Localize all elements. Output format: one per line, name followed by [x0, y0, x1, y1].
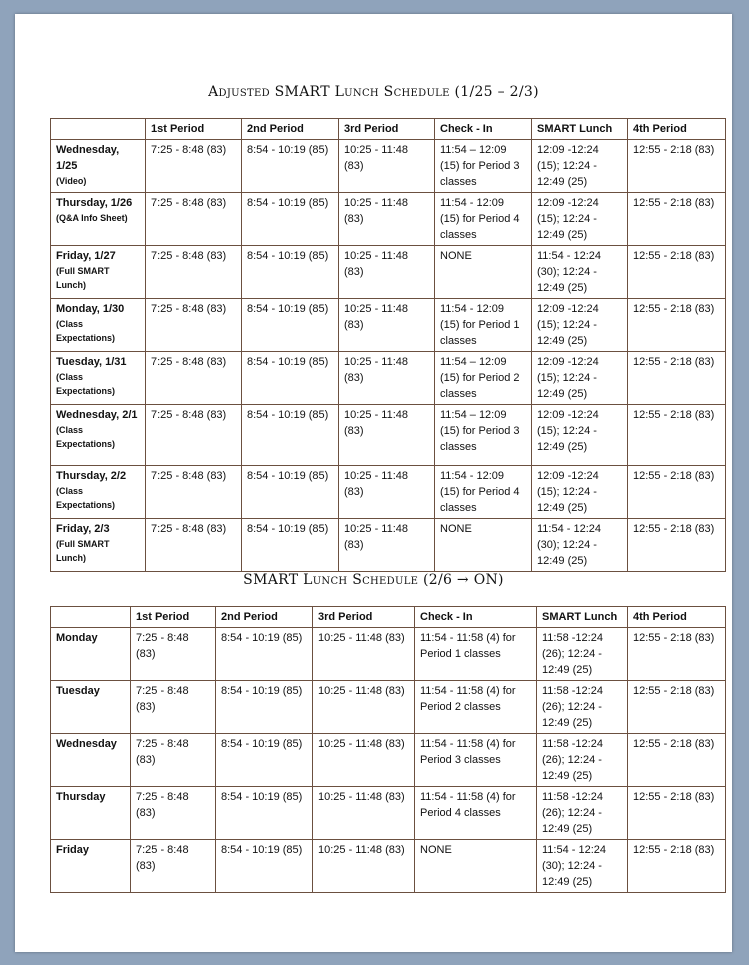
smart-lunch-cell: 12:09 -12:24 (15); 12:24 - 12:49 (25) [532, 140, 628, 193]
header-cell: SMART Lunch [537, 607, 628, 628]
period1-cell: 7:25 - 8:48 (83) [146, 466, 242, 519]
day-cell [51, 734, 131, 787]
day-label: Tuesday [56, 685, 100, 697]
header-row [51, 119, 726, 140]
header-cell: 3rd Period [339, 119, 435, 140]
period4-cell: 12:55 - 2:18 (83) [628, 840, 726, 893]
period4-cell: 12:55 - 2:18 (83) [628, 140, 726, 193]
table-row [51, 193, 726, 246]
checkin-cell: 11:54 – 12:09 (15) for Period 2 classes [435, 352, 532, 405]
period3-cell: 10:25 - 11:48 (83) [339, 299, 435, 352]
day-note: (Class Expectations) [56, 319, 116, 343]
header-cell: 2nd Period [216, 607, 313, 628]
header-cell: 1st Period [131, 607, 216, 628]
period2-cell: 8:54 - 10:19 (85) [216, 628, 313, 681]
checkin-cell: 11:54 - 12:09 (15) for Period 1 classes [435, 299, 532, 352]
checkin-cell: 11:54 – 12:09 (15) for Period 3 classes [435, 140, 532, 193]
smart-lunch-cell: 12:09 -12:24 (15); 12:24 - 12:49 (25) [532, 466, 628, 519]
checkin-cell: 11:54 – 12:09 (15) for Period 3 classes [435, 405, 532, 466]
period2-cell: 8:54 - 10:19 (85) [216, 787, 313, 840]
day-label: Monday, 1/30 [56, 303, 125, 315]
period1-cell: 7:25 - 8:48 (83) [146, 405, 242, 466]
day-cell [51, 405, 146, 466]
period3-cell: 10:25 - 11:48 (83) [313, 787, 415, 840]
day-note: (Class Expectations) [56, 372, 116, 396]
day-label: Wednesday [56, 738, 117, 750]
day-cell [51, 193, 146, 246]
header-cell: SMART Lunch [532, 119, 628, 140]
period1-cell: 7:25 - 8:48 (83) [146, 140, 242, 193]
period2-cell: 8:54 - 10:19 (85) [242, 299, 339, 352]
period1-cell: 7:25 - 8:48 (83) [146, 193, 242, 246]
period4-cell: 12:55 - 2:18 (83) [628, 628, 726, 681]
day-label: Monday [56, 632, 98, 644]
header-cell: 4th Period [628, 607, 726, 628]
smart-lunch-cell: 11:54 - 12:24 (30); 12:24 - 12:49 (25) [532, 246, 628, 299]
checkin-cell: 11:54 - 11:58 (4) for Period 3 classes [415, 734, 537, 787]
period2-cell: 8:54 - 10:19 (85) [242, 140, 339, 193]
checkin-cell: 11:54 - 12:09 (15) for Period 4 classes [435, 466, 532, 519]
smart-lunch-cell: 12:09 -12:24 (15); 12:24 - 12:49 (25) [532, 299, 628, 352]
period1-cell: 7:25 - 8:48 (83) [131, 734, 216, 787]
header-cell: Check - In [415, 607, 537, 628]
day-note: (Full SMART Lunch) [56, 539, 110, 563]
day-note: (Q&A Info Sheet) [56, 213, 128, 223]
day-label: Thursday [56, 791, 106, 803]
period2-cell: 8:54 - 10:19 (85) [242, 246, 339, 299]
table-row [51, 140, 726, 193]
smart-lunch-cell: 11:58 -12:24 (26); 12:24 - 12:49 (25) [537, 628, 628, 681]
period1-cell: 7:25 - 8:48 (83) [146, 246, 242, 299]
day-cell [51, 352, 146, 405]
period1-cell: 7:25 - 8:48 (83) [131, 681, 216, 734]
checkin-cell: 11:54 - 12:09 (15) for Period 4 classes [435, 193, 532, 246]
day-cell [51, 681, 131, 734]
period3-cell: 10:25 - 11:48 (83) [313, 628, 415, 681]
period4-cell: 12:55 - 2:18 (83) [628, 681, 726, 734]
header-cell: 1st Period [146, 119, 242, 140]
day-note: (Full SMART Lunch) [56, 266, 110, 290]
table-row [51, 787, 726, 840]
smart-lunch-cell: 11:54 - 12:24 (30); 12:24 - 12:49 (25) [532, 519, 628, 572]
period4-cell: 12:55 - 2:18 (83) [628, 519, 726, 572]
header-cell: 3rd Period [313, 607, 415, 628]
period4-cell: 12:55 - 2:18 (83) [628, 734, 726, 787]
day-cell [51, 519, 146, 572]
smart-lunch-cell: 12:09 -12:24 (15); 12:24 - 12:49 (25) [532, 352, 628, 405]
period4-cell: 12:55 - 2:18 (83) [628, 193, 726, 246]
day-cell [51, 246, 146, 299]
table-row [51, 405, 726, 466]
day-label: Friday, 2/3 [56, 523, 110, 535]
period4-cell: 12:55 - 2:18 (83) [628, 352, 726, 405]
day-cell [51, 466, 146, 519]
day-label: Friday [56, 844, 90, 856]
adjusted-schedule-table [50, 118, 726, 572]
period2-cell: 8:54 - 10:19 (85) [216, 840, 313, 893]
header-cell: Check - In [435, 119, 532, 140]
period2-cell: 8:54 - 10:19 (85) [242, 466, 339, 519]
table-row [51, 466, 726, 519]
table-row [51, 734, 726, 787]
day-label: Wednesday, 1/25 [56, 144, 120, 172]
regular-schedule-title: SMART Lunch Schedule (2/6 → ON) [243, 572, 504, 588]
day-cell [51, 140, 146, 193]
regular-schedule-table [50, 606, 726, 893]
checkin-cell: 11:54 - 11:58 (4) for Period 2 classes [415, 681, 537, 734]
header-row [51, 607, 726, 628]
day-label: Tuesday, 1/31 [56, 356, 127, 368]
day-label: Wednesday, 2/1 [56, 409, 138, 421]
period3-cell: 10:25 - 11:48 (83) [339, 140, 435, 193]
period4-cell: 12:55 - 2:18 (83) [628, 787, 726, 840]
document-page [15, 14, 732, 952]
period3-cell: 10:25 - 11:48 (83) [313, 840, 415, 893]
day-note: (Class Expectations) [56, 486, 116, 510]
day-note: (Video) [56, 176, 87, 186]
smart-lunch-cell: 11:54 - 12:24 (30); 12:24 - 12:49 (25) [537, 840, 628, 893]
day-note: (Class Expectations) [56, 425, 116, 449]
period1-cell: 7:25 - 8:48 (83) [146, 299, 242, 352]
period2-cell: 8:54 - 10:19 (85) [216, 734, 313, 787]
checkin-cell: 11:54 - 11:58 (4) for Period 1 classes [415, 628, 537, 681]
header-cell: 2nd Period [242, 119, 339, 140]
header-cell [51, 119, 146, 140]
period3-cell: 10:25 - 11:48 (83) [339, 405, 435, 466]
period4-cell: 12:55 - 2:18 (83) [628, 466, 726, 519]
period1-cell: 7:25 - 8:48 (83) [146, 352, 242, 405]
checkin-cell: 11:54 - 11:58 (4) for Period 4 classes [415, 787, 537, 840]
period3-cell: 10:25 - 11:48 (83) [313, 734, 415, 787]
table-row [51, 519, 726, 572]
period3-cell: 10:25 - 11:48 (83) [339, 246, 435, 299]
smart-lunch-cell: 11:58 -12:24 (26); 12:24 - 12:49 (25) [537, 681, 628, 734]
checkin-cell: NONE [435, 246, 532, 299]
smart-lunch-cell: 11:58 -12:24 (26); 12:24 - 12:49 (25) [537, 787, 628, 840]
period4-cell: 12:55 - 2:18 (83) [628, 299, 726, 352]
smart-lunch-cell: 11:58 -12:24 (26); 12:24 - 12:49 (25) [537, 734, 628, 787]
table-row [51, 840, 726, 893]
day-label: Thursday, 1/26 [56, 197, 133, 209]
period1-cell: 7:25 - 8:48 (83) [131, 787, 216, 840]
checkin-cell: NONE [415, 840, 537, 893]
day-cell [51, 840, 131, 893]
period4-cell: 12:55 - 2:18 (83) [628, 405, 726, 466]
day-label: Thursday, 2/2 [56, 470, 127, 482]
day-label: Friday, 1/27 [56, 250, 116, 262]
period4-cell: 12:55 - 2:18 (83) [628, 246, 726, 299]
period1-cell: 7:25 - 8:48 (83) [131, 840, 216, 893]
day-cell [51, 628, 131, 681]
period2-cell: 8:54 - 10:19 (85) [242, 519, 339, 572]
period2-cell: 8:54 - 10:19 (85) [216, 681, 313, 734]
table-row [51, 628, 726, 681]
header-cell [51, 607, 131, 628]
adjusted-schedule-title: Adjusted SMART Lunch Schedule (1/25 – 2/3) [208, 84, 539, 100]
period1-cell: 7:25 - 8:48 (83) [131, 628, 216, 681]
table-row [51, 352, 726, 405]
period2-cell: 8:54 - 10:19 (85) [242, 405, 339, 466]
period3-cell: 10:25 - 11:48 (83) [339, 519, 435, 572]
day-cell [51, 299, 146, 352]
checkin-cell: NONE [435, 519, 532, 572]
period2-cell: 8:54 - 10:19 (85) [242, 352, 339, 405]
table-row [51, 246, 726, 299]
period3-cell: 10:25 - 11:48 (83) [339, 466, 435, 519]
period3-cell: 10:25 - 11:48 (83) [339, 193, 435, 246]
period2-cell: 8:54 - 10:19 (85) [242, 193, 339, 246]
period3-cell: 10:25 - 11:48 (83) [339, 352, 435, 405]
day-cell [51, 787, 131, 840]
table-row [51, 299, 726, 352]
header-cell: 4th Period [628, 119, 726, 140]
smart-lunch-cell: 12:09 -12:24 (15); 12:24 - 12:49 (25) [532, 193, 628, 246]
smart-lunch-cell: 12:09 -12:24 (15); 12:24 - 12:49 (25) [532, 405, 628, 466]
period3-cell: 10:25 - 11:48 (83) [313, 681, 415, 734]
period1-cell: 7:25 - 8:48 (83) [146, 519, 242, 572]
table-row [51, 681, 726, 734]
